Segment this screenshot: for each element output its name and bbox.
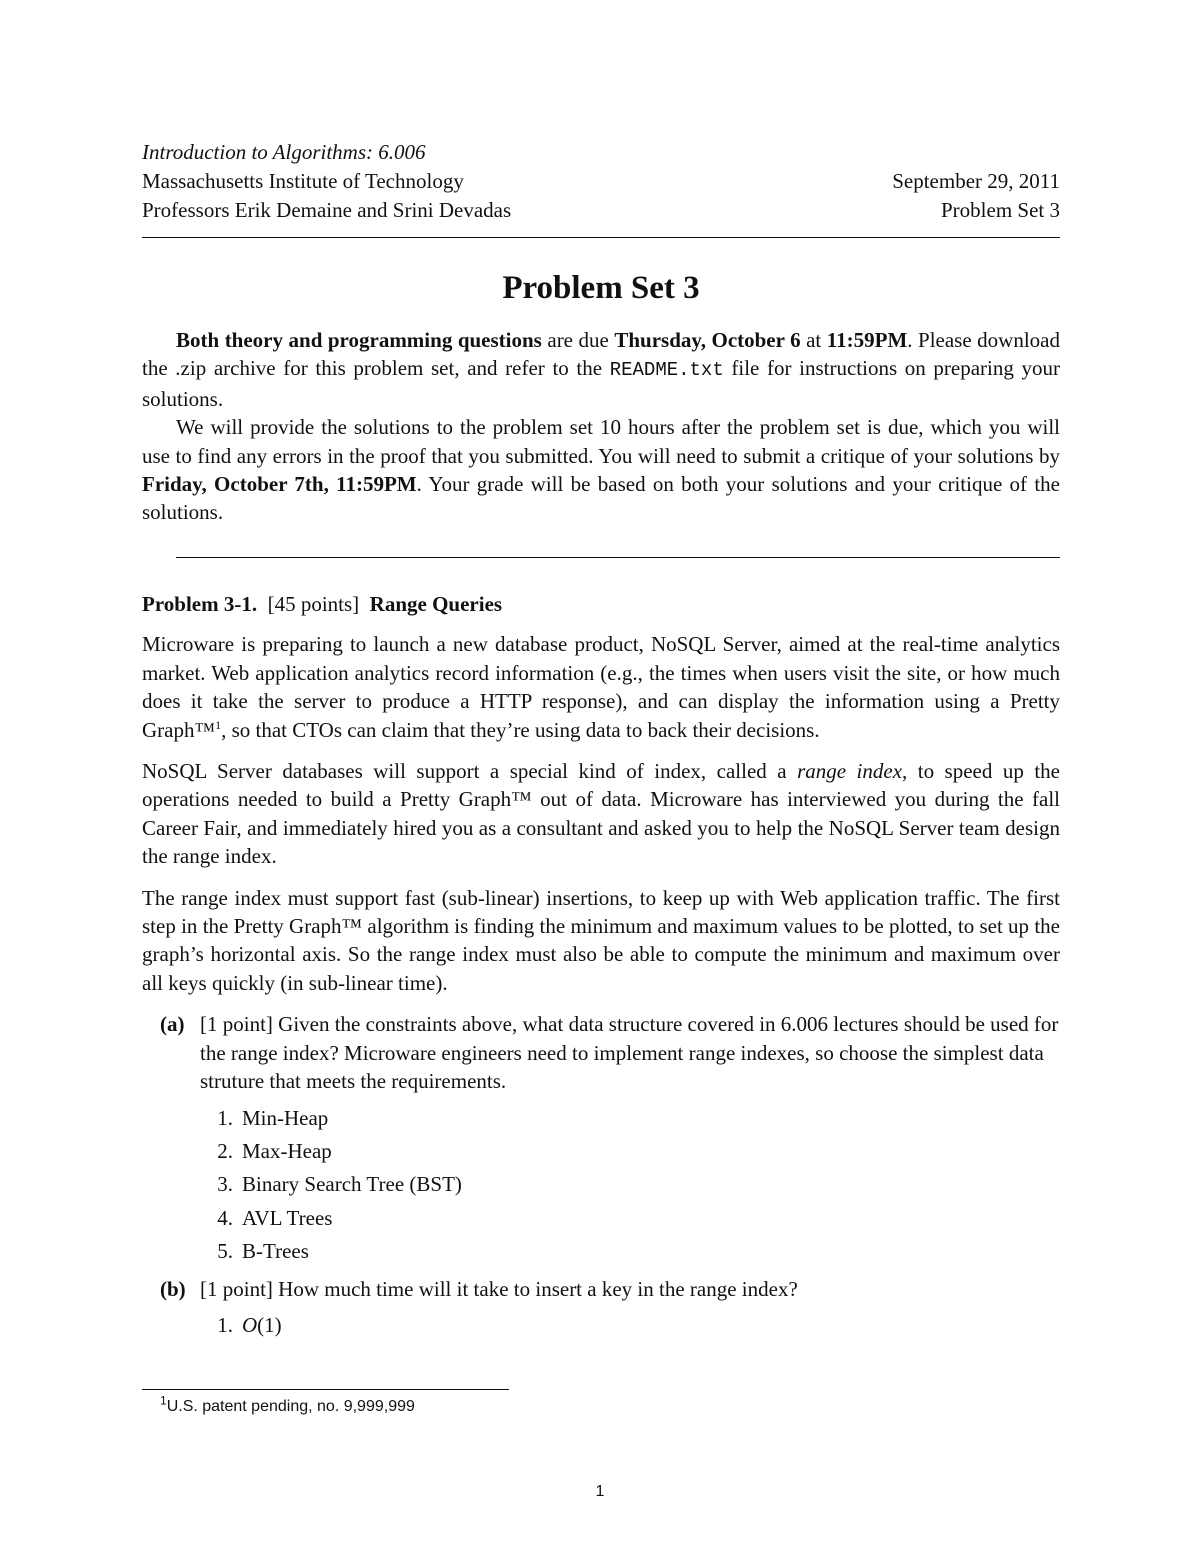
- intro-text: . Please download the .zip archive for this problem set, and refer to the: [142, 328, 1061, 381]
- footnote-mark: 1: [160, 1393, 167, 1408]
- part-a-question: [1 point] Given the constraints above, what data structure covered in 6.006 lectures should be used for the range index? Microware engineers need to implement range indexes, so choose the simplest data struture that meets the requirements.: [200, 1012, 1059, 1094]
- problem-points: [45 points]: [267, 592, 360, 616]
- part-b-label: (b): [160, 1277, 186, 1302]
- math-argument: (1): [257, 1313, 282, 1338]
- header-row-institution: [142, 167, 1060, 196]
- part-b-options: [200, 1311, 1060, 1339]
- option-number: 4.: [217, 1205, 233, 1230]
- header-row-course: [142, 138, 1060, 167]
- professors: Professors Erik Demaine and Srini Devadas: [142, 198, 512, 222]
- page-title: Problem Set 3: [502, 270, 700, 306]
- intro-text: at: [800, 328, 827, 352]
- critique-deadline: Friday, October 7th, 11:59PM: [142, 472, 417, 497]
- list-item: [217, 1311, 1060, 1339]
- list-item: [217, 1137, 1060, 1165]
- section-divider: [176, 557, 1060, 558]
- problem-heading: [142, 590, 1060, 618]
- option-number: 1.: [217, 1105, 233, 1130]
- header-divider: [142, 237, 1060, 238]
- part-b: [142, 1275, 1060, 1339]
- footnote-reference: 1: [215, 717, 222, 732]
- list-item: [217, 1204, 1060, 1232]
- problem-paragraph-2: [142, 757, 1060, 871]
- document-label: Problem Set 3: [941, 198, 1060, 222]
- header-row-professors: [142, 196, 1060, 225]
- range-index-term: range index: [797, 759, 903, 784]
- intro-bold-1: Both theory and programming questions: [176, 328, 542, 352]
- page-number: 1: [595, 1483, 605, 1500]
- option-text: Max-Heap: [242, 1138, 332, 1163]
- due-time: 11:59PM: [826, 328, 908, 352]
- document-date: September 29, 2011: [892, 169, 1060, 193]
- part-a-options: [200, 1104, 1060, 1266]
- intro-section: [142, 326, 1060, 527]
- intro-paragraph-1: [142, 326, 1060, 413]
- part-a-label: (a): [160, 1012, 185, 1037]
- problem-paragraph-3: The range index must support fast (sub-linear) insertions, to keep up with Web application traffic. The first step in the Pretty Graph™ algorithm is finding the minimum and maximum values to be plotted, to set up the graph’s horizontal axis. So the range index must also be able to compute the minimum and maximum over all keys quickly (in sub-linear time).: [142, 885, 1060, 995]
- footnote: [160, 1393, 415, 1418]
- problem-name: Range Queries: [369, 592, 503, 616]
- option-text: Binary Search Tree (BST): [242, 1172, 462, 1197]
- institution: Massachusetts Institute of Technology: [142, 169, 464, 193]
- readme-filename: README.txt: [609, 359, 724, 382]
- course-title: Introduction to Algorithms: 6.006: [142, 140, 426, 164]
- option-text: AVL Trees: [242, 1205, 333, 1230]
- list-item: [217, 1237, 1060, 1265]
- part-a: [142, 1010, 1060, 1265]
- problem-number: Problem 3-1.: [142, 592, 258, 616]
- intro-paragraph-2: [142, 413, 1060, 527]
- problem-text: , to speed up the operations needed to build a Pretty Graph™ out of data. Microware has interviewed you during the fall Career Fair, and immediately hired you as a consultant and asked you to help the NoSQL Server team design the range index.: [142, 759, 1060, 869]
- footnote-divider: [142, 1389, 509, 1390]
- list-item: [217, 1104, 1060, 1132]
- option-text: [242, 1311, 282, 1339]
- problem-section: [142, 590, 1060, 1345]
- option-number: 5.: [217, 1239, 233, 1264]
- option-number: 3.: [217, 1172, 233, 1197]
- intro-text: file for instructions on preparing your solutions.: [142, 356, 1061, 411]
- problem-text: , so that CTOs can claim that they’re using data to back their decisions.: [221, 717, 820, 742]
- intro-text: are due: [541, 328, 615, 352]
- document-header: [142, 138, 1060, 225]
- due-date: Thursday, October 6: [614, 328, 801, 352]
- option-number: 1.: [217, 1313, 233, 1338]
- footnote-text: U.S. patent pending, no. 9,999,999: [166, 1398, 415, 1415]
- intro-text: We will provide the solutions to the problem set 10 hours after the problem set is due, which you will use to find any errors in the proof that you submitted. You will need to submit a critique of your solutions by: [142, 415, 1060, 468]
- list-item: [217, 1170, 1060, 1198]
- problem-text: Microware is preparing to launch a new database product, NoSQL Server, aimed at the real-time analytics market. Web application analytics record information (e.g., the times when users visit the site, or how much does it take the server to produce a HTTP response), and can display the information using a Pretty Graph™: [142, 632, 1060, 742]
- option-text: B-Trees: [242, 1239, 309, 1264]
- intro-text: . Your grade will be based on both your solutions and your critique of the solutions.: [142, 472, 1061, 525]
- math-symbol: O: [242, 1313, 258, 1338]
- problem-paragraph-1: [142, 630, 1060, 744]
- option-number: 2.: [217, 1138, 233, 1163]
- option-text: Min-Heap: [242, 1105, 329, 1130]
- problem-text: NoSQL Server databases will support a special kind of index, called a: [142, 759, 798, 784]
- part-b-question: [1 point] How much time will it take to insert a key in the range index?: [200, 1277, 798, 1302]
